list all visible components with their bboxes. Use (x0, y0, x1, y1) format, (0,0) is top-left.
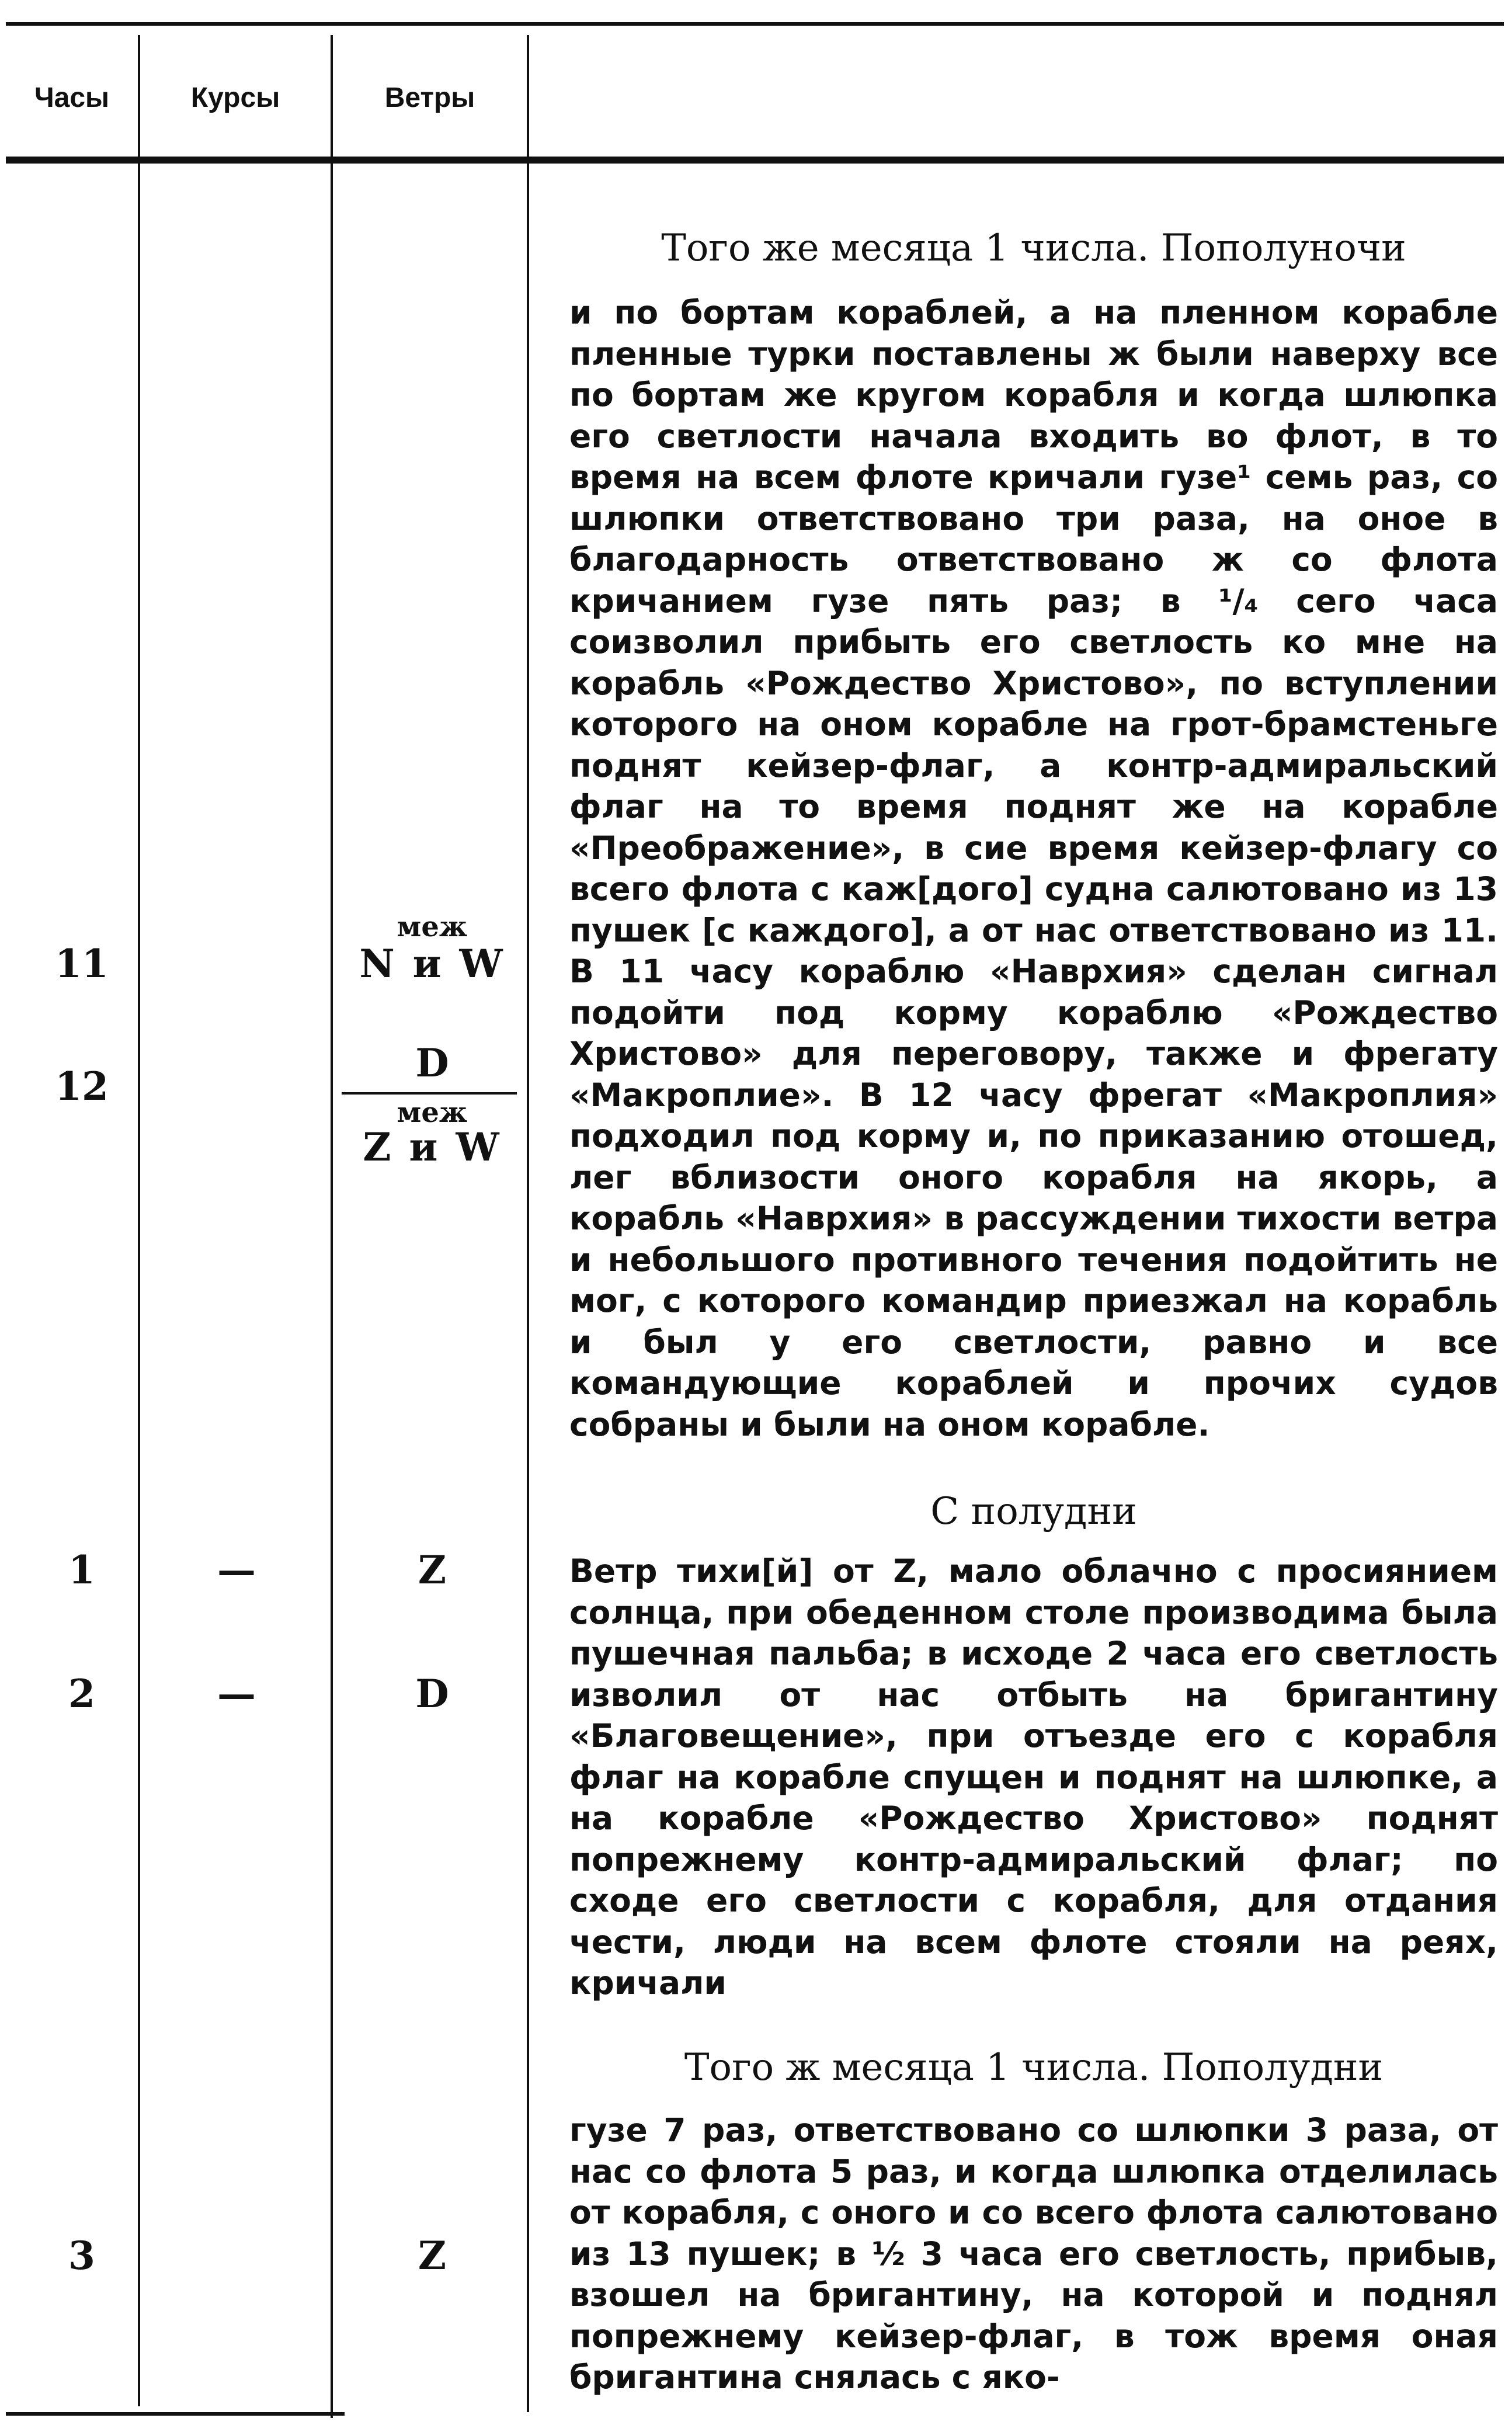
hour-3: 3 (68, 2233, 95, 2278)
hour-11: 11 (55, 941, 109, 986)
hour-1: 1 (68, 1547, 95, 1593)
section2-text: Ветр тихи[й] от Z, мало облачно с просиянием солнца, при обеденном столе производима была пушечная пальба; в исходе 2 часа его светлость изволил от нас отбыть на бригантину «Благовещение», при отъезде его с корабля флаг на корабле спущен и поднят на шлюпке, а на корабле «Рождество Христово» поднят попрежнему контр-адмиральский флаг; по сходе его светлости с корабля, для отдания чести, люди на всем флоте стояли на реях, кричали (569, 1552, 1498, 2002)
column-header-courses: Курсы (190, 82, 280, 113)
column-divider-courses (331, 35, 333, 2418)
course-1: — (217, 1547, 256, 1593)
wind-11-value: N и W (359, 941, 505, 986)
wind-12-label: меж (397, 1096, 468, 1129)
wind-12-value: Z и W (363, 1124, 502, 1170)
wind-12-divider (342, 1092, 517, 1095)
column-header-hours: Часы (34, 82, 110, 113)
wind-1: Z (418, 1547, 447, 1593)
wind-3: Z (418, 2233, 447, 2278)
section3-text: гузе 7 раз, ответствовано со шлюпки 3 раза, от нас со флота 5 раз, и когда шлюпка отделилась от корабля, с оного и со всего флота салютовано из 13 пушек; в ½ 3 часа его светлость, прибыв, взошел на бригантину, на которой и поднял попрежнему кейзер-флаг, в тож время оная бригантина снялась с яко- (569, 2111, 1498, 2396)
wind-11-label: меж (397, 911, 468, 943)
column-divider-winds (527, 35, 529, 2412)
course-2: — (217, 1671, 256, 1717)
wind-12-d: D (415, 1040, 449, 1086)
column-header-winds: Ветры (384, 82, 475, 113)
top-rule (6, 22, 1504, 26)
bottom-rule (6, 2412, 345, 2416)
section3-heading: Того ж месяца 1 числа. Пополудни (684, 2046, 1384, 2089)
section1-text: и по бортам кораблей, а на пленном корабле пленные турки поставлены ж были наверху все по бортам же кругом корабля и когда шлюпка его светлости начала входить во флот, в то время на всем флоте кричали гузе¹ семь раз, со шлюпки ответствовано три раза, на оное в благодарность ответствовано ж со флота кричанием гузе пять раз; в ¹/₄ сего часа соизволил прибыть его светлость ко мне на корабль «Рождество Христово», по вступлении которого на оном корабле на грот-брамстеньге поднят кейзер-флаг, а контр-адмиральский флаг на то время поднят же на корабле «Преображение», в сие время кейзер-флагу со всего флота с каж[дого] судна салютовано из 13 пушек [с каждого], а от нас ответствовано из 11. В 11 часу кораблю «Наврхия» сделан сигнал подойти под корму кораблю «Рождество Христово» для переговору, также и фрегату «Макроплие». В 12 часу фрегат «Макроплия» подходил под корму и, по приказанию отошед, лег вблизости оного корабля на якорь, а корабль «Наврхия» в рассуждении тихости ветра и небольшого противного течения подойтить не мог, с которого командир приезжал на корабль и был у его светлости, равно и все командующие кораблей и прочих судов собраны и были на оном корабле. (569, 294, 1498, 1443)
hour-2: 2 (68, 1671, 95, 1717)
section2-heading: С полудни (930, 1490, 1137, 1533)
wind-2: D (415, 1671, 449, 1717)
hour-12: 12 (55, 1064, 109, 1109)
header-rule (6, 157, 1504, 164)
section1-heading: Того же месяца 1 числа. Пополуночи (661, 227, 1406, 270)
column-divider-hours (138, 35, 140, 2406)
